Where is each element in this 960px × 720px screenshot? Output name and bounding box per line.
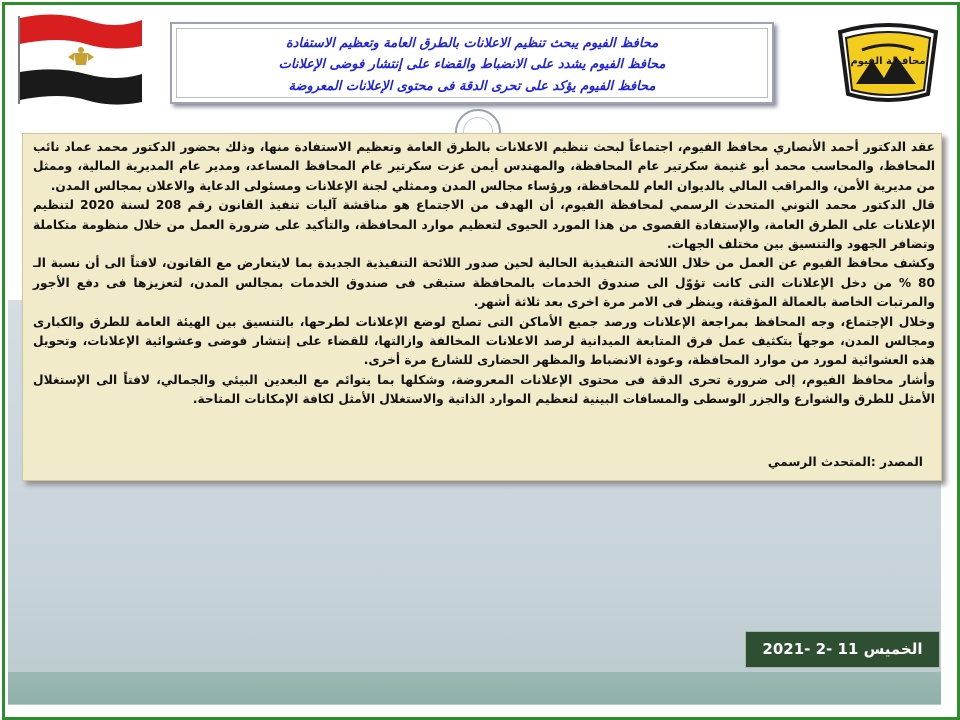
article-text	[33, 138, 935, 410]
footer-band	[8, 672, 941, 704]
egypt-flag-icon	[16, 12, 146, 106]
article-panel	[22, 133, 942, 481]
date-text: الخميس 11 -2 -2021	[762, 640, 923, 658]
article-paragraph-1: عقد الدكتور أحمد الأنصاري محافظ الفيوم، اجتماعاً لبحث تنظيم الاعلانات بالطرق العامة وتعظيم الاستفادة منها، وذلك بحضور الدكتور محمد عماد نائب المحافظ، والمحاسب محمد أبو غنيمة سكرتير عام المحافظة، والمهندس أيمن عزت سكرتير عام المحافظ المساعد، ومدير عام المديرية المالية، وممثل من مديرية الأمن، والمراقب المالي بالديوان العام للمحافظة، ورؤساء مجالس المدن وممثلي لجنة الإعلانات ومسئولى الدعاية والاعلان بمجالس المدن.	[33, 140, 935, 193]
article-paragraph-4: وخلال الإجتماع، وجه المحافظ بمراجعة الإعلانات ورصد جميع الأماكن التى تصلح لوضع الإعلانات لطرحها، بالتنسيق بين الهيئة العامة للطرق والكبارى ومجالس المدن، موجهاً بتكثيف عمل فرق المتابعة الميدانية لرصد الاعلانات المخالفة وازالتها، للقضاء على إنتشار فوضى وعشوائية الإعلانات، وتحويل هذه العشوائية لمورد من موارد المحافظة، وعودة الانضباط والمظهر الحضارى للشارع مرة أخرى.	[33, 314, 935, 368]
fayoum-governorate-emblem	[832, 20, 944, 104]
svg-text:محافظة الفيوم: محافظة الفيوم	[850, 56, 926, 67]
article-paragraph-5: وأشار محافظ الفيوم، إلى ضرورة تحرى الدقة فى محتوى الإعلانات المعروضة، وشكلها بما يتوائم مع البعدين البيئي والجمالي، لافتاً الى الإستغلال الأمثل للطرق والشوارع والجزر الوسطى والمسافات البينية لتعظيم الموارد الذاتية والاستغلال الأمثل لكافة الإمكانات المتاحة.	[33, 372, 935, 407]
article-paragraph-2: قال الدكتور محمد التوني المتحدث الرسمي لمحافظة الفيوم، أن الهدف من الاجتماع هو مناقشة آليات تنفيذ القانون رقم 208 لسنة 2020 لتنظيم الإعلانات على الطرق العامة، والإستفادة القصوى من هذا المورد الحيوى لتعظيم موارد المحافظة، والتأكيد على ضرورة العمل من خلال منظومة متكاملة وتضافر الجهود والتنسيق بين مختلف الجهات.	[33, 198, 935, 252]
header-title-box	[170, 22, 774, 104]
header-line-2: محافظ الفيوم يشدد على الانضباط والقضاء على إنتشار فوضى الإعلانات	[278, 57, 666, 72]
header-line-1: محافظ الفيوم يبحث تنظيم الاعلانات بالطرق العامة وتعظيم الاستفادة	[285, 36, 659, 51]
article-source: المصدر :المتحدث الرسمي	[767, 455, 923, 469]
header-line-3: محافظ الفيوم يؤكد على تحرى الدقة فى محتوى الإعلانات المعروضة	[288, 79, 656, 94]
header-inner-border	[176, 28, 768, 98]
date-badge	[745, 631, 940, 668]
article-paragraph-3: وكشف محافظ الفيوم عن العمل من خلال اللائحة التنفيذية الحالية لحين صدور اللائحة التنفيذية الجديدة بما لايتعارض مع القانون، لافتاً الى أن نسبة الـ 80 % من دخل الإعلانات التى كانت تؤوّل الى صندوق الخدمات بالمحافظة ستبقى فى صندوق الخدمات بمجالس المدن، لتعزيزها فى دفع الأجور والمرتبات الخاصة بالعمالة المؤقتة، وينظر فى الامر مرة اخرى بعد ثلاثة أشهر.	[33, 256, 935, 310]
